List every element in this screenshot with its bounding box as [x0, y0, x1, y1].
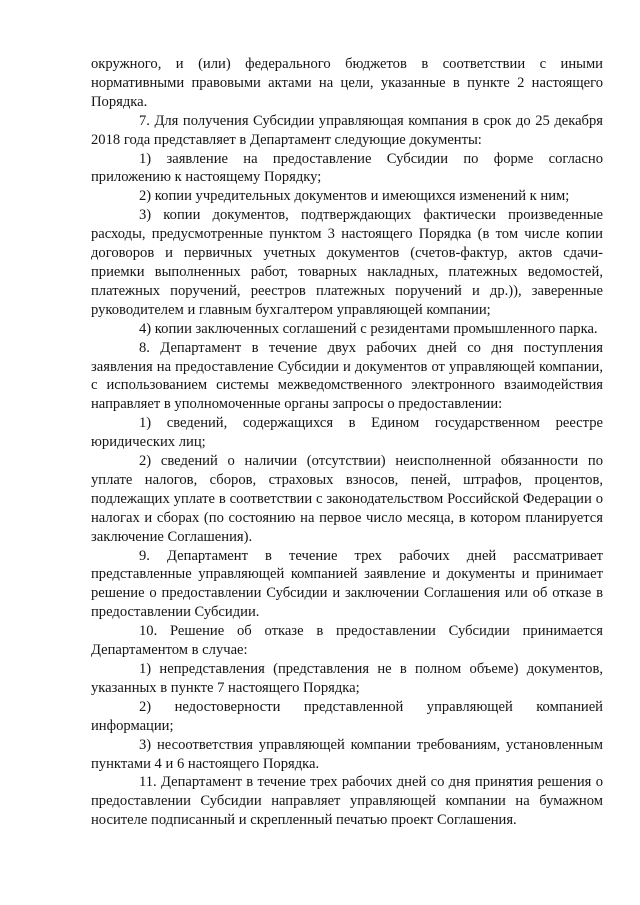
paragraph-item-7-3: 3) копии документов, подтверждающих фактически произведенные расходы, предусмотренные пунктом 3 настоящего Порядка (в том числе копии договоров и первичных учетных документов (счетов-фактур, актов сдачи-приемки выполненных работ, товарных накладных, платежных ведомостей, платежных поручений, реестров платежных поручений и др.)), заверенные руководителем и главным бухгалтером управляющей компании;: [91, 207, 603, 318]
paragraph-item-11: 11. Департамент в течение трех рабочих дней со дня принятия решения о предоставлении Субсидии направляет управляющей компании на бумажном носителе подписанный и скрепленный печатью проект Соглашения.: [91, 774, 603, 829]
paragraph-continuation: окружного, и (или) федерального бюджетов в соответствии с иными нормативными правовыми актами на цели, указанные в пункте 2 настоящего Порядка.: [91, 56, 603, 110]
paragraph-item-8: 8. Департамент в течение двух рабочих дней со дня поступления заявления на предоставление Субсидии и документов от управляющей компании, с использованием системы межведомственного электронного взаимодействия направляет в уполномоченные органы запросы о предоставлении:: [91, 339, 603, 413]
paragraph-item-10-1: 1) непредставления (представления не в полном объеме) документов, указанных в пункте 7 настоящего Порядка;: [91, 661, 603, 696]
paragraph-item-10-3: 3) несоответствия управляющей компании требованиям, установленным пунктами 4 и 6 настоящего Порядка.: [91, 736, 603, 772]
paragraph-item-10-2: 2) недостоверности представленной управляющей компанией информации;: [91, 698, 603, 734]
paragraph-item-7-1: 1) заявление на предоставление Субсидии по форме согласно приложению к настоящему Порядку;: [91, 150, 603, 186]
paragraph-item-8-2: 2) сведений о наличии (отсутствии) неисполненной обязанности по уплате налогов, сборов, страховых взносов, пеней, штрафов, процентов, подлежащих уплате в соответствии с законодательством Российской Федерации о налогах и сборах (по состоянию на первое число месяца, в котором планируется заключение Соглашения).: [91, 453, 603, 545]
paragraph-item-8-1: 1) сведений, содержащихся в Едином государственном реестре юридических лиц;: [91, 415, 603, 451]
paragraph-item-7-4: 4) копии заключенных соглашений с резидентами промышленного парка.: [139, 320, 598, 337]
paragraph-item-7-2: 2) копии учредительных документов и имеющихся изменений к ним;: [139, 188, 570, 205]
paragraph-item-9: 9. Департамент в течение трех рабочих дней рассматривает представленные управляющей компанией заявление и документы и принимает решение о предоставлении Субсидии и заключении Соглашения или об отказе в предоставлении Субсидии.: [91, 547, 603, 621]
paragraph-item-10: 10. Решение об отказе в предоставлении Субсидии принимается Департаментом в случае:: [91, 623, 603, 659]
paragraph-item-7: 7. Для получения Субсидии управляющая компания в срок до 25 декабря 2018 года представляет в Департамент следующие документы:: [91, 112, 603, 148]
